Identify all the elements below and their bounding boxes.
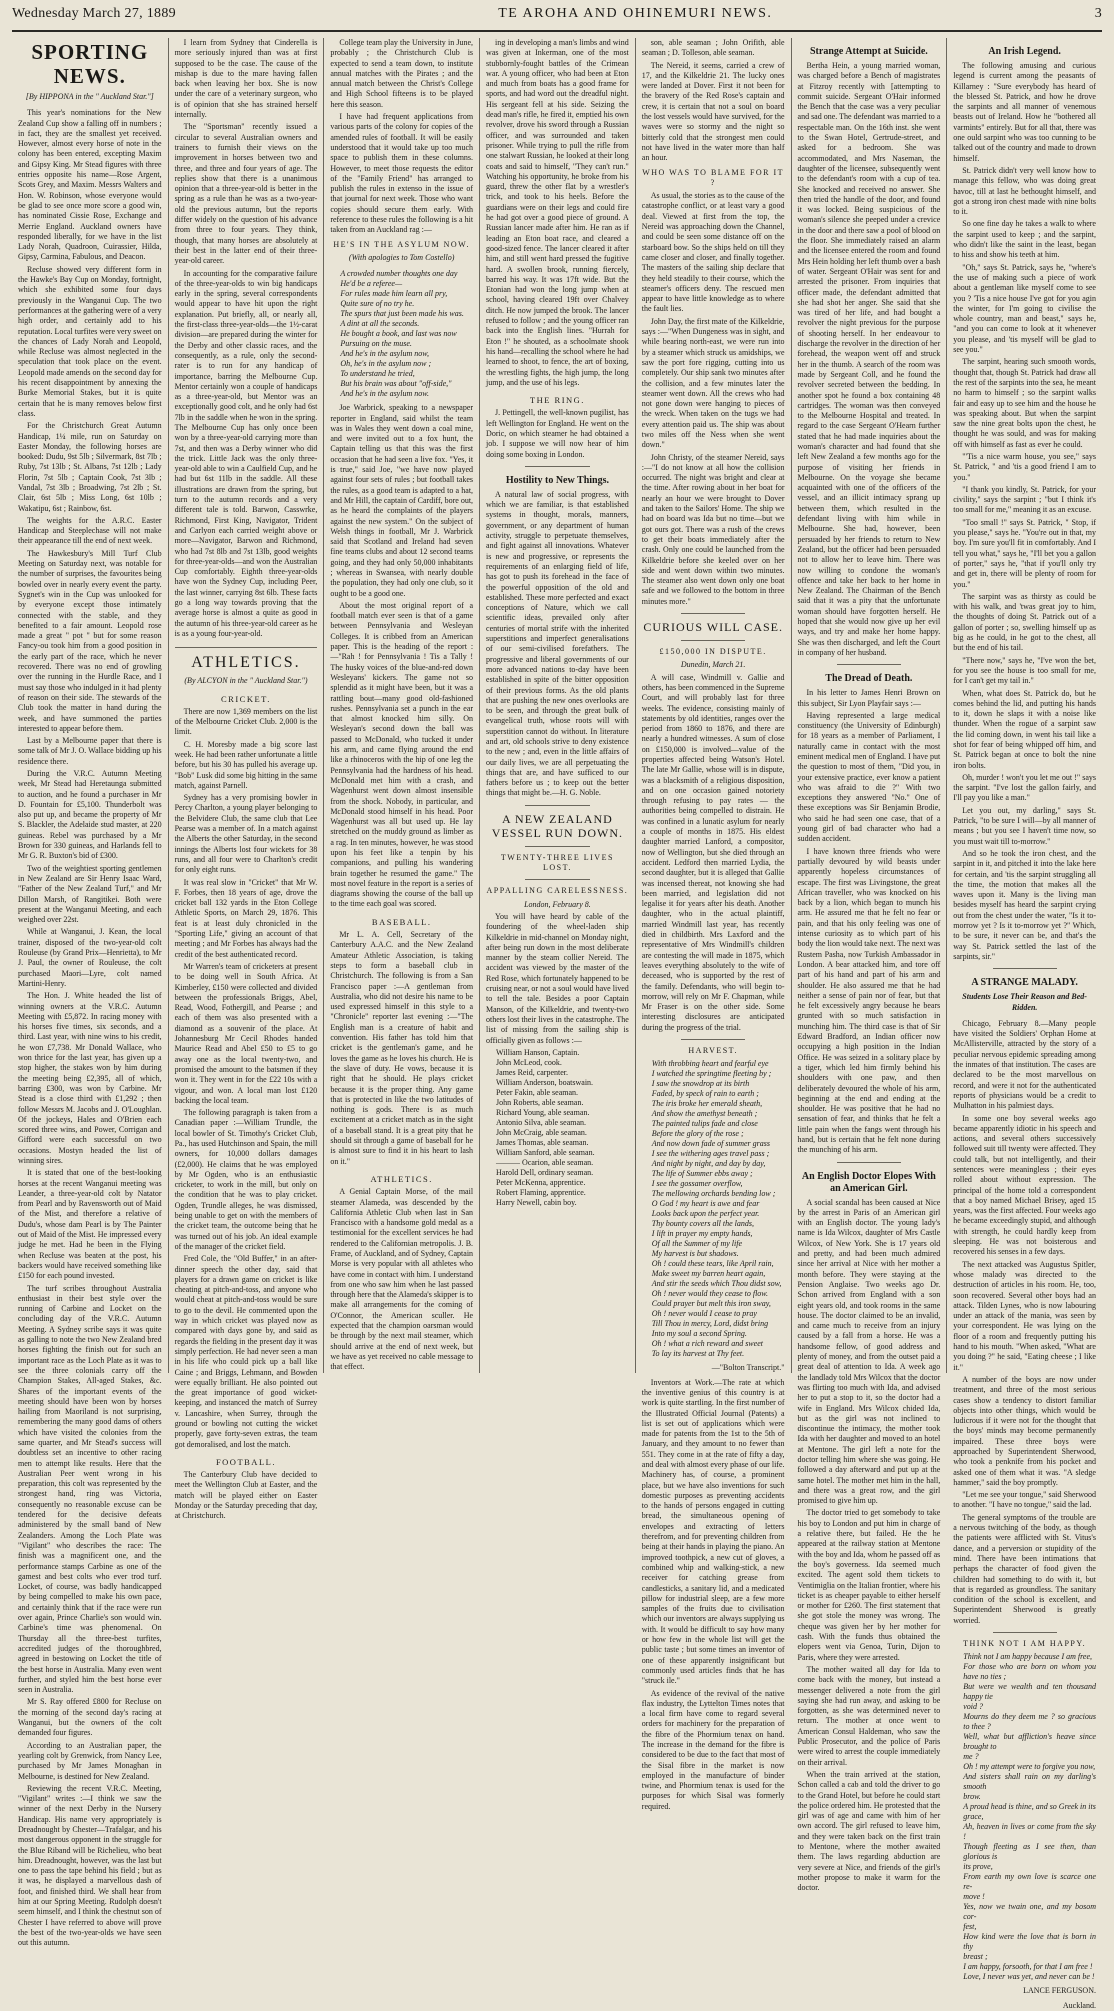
masthead	[12, 6, 1102, 32]
column-3	[323, 38, 479, 1373]
paragraph: Mr Warren's team of cricketers at present to be doing well in South Africa. At Kimberley, £150 were collected and divided between the professionals Briggs, Abel, Read, Wood, Fothergill, and Pearse ; and each of them was also presented with a diamond as a souvenir of the place. At Johannesburg Mr Cecil Rhodes handed Maurice Read and Abel £50 to £5 to go away one as the local twenty-two, and promised the amount to the batsmen if they won it. They went in for the £22 10s with a vigour, and won. A local man lost £120 backing the local team.	[174, 961, 318, 1105]
paragraph: I have had frequent applications from various parts of the colony for copies of the amended rules of football. It will be easily understood that it would take up too much space to publish them in these columns. However, to meet those requests the editor of the "Family Friend" has arranged to publish the rules in extenso in the issue of that journal for next week. Those who want copies should secure them early. With reference to these rules the following is a hit taken from an Auckland rag :—	[330, 112, 474, 235]
paragraph: When, what does St. Patrick do, but he comes behind the lid, and putting his hands to it, down he slaps it with a noise like thunder. When the rogue of a sarpint saw the lid coming down, in went his tail like a shot for fear of being whipped off him, and St. Patrick began at once to bolt the nine iron bolts.	[953, 688, 1096, 770]
verse-line: John McLeod, cook.	[496, 1057, 562, 1067]
paragraph: There are now 1,369 members on the list of the Melbourne Cricket Club. 2,000 is the limit.	[174, 706, 318, 737]
paragraph: Two of the weightiest sporting gentlemen in New Zealand are Sir Henry Isaac Ward, "Father of the New Zealand Turf," and Mr Dillon Marsh, of Rangitikei. Both were present at the Wanganui Meeting, and each weighed over 22st.	[18, 863, 162, 925]
malady-body	[953, 1019, 1096, 1626]
paragraph: The Hon. J. White headed the list of winning owners at the V.R.C. Autumn Meeting with £5,872. In racing money with his horses five times, six seconds, and a third. Last year, with nine wins to his credit, he won £7,738. Mr Donald Wallace, who won thrice for the last year, has given up a stop higher, the stakes won by him during the meeting being £2,395, all of which, barring £300, was won by Carbine. Mr Stead is a close third with £1,292 ; then follow Messrs M. Jacobs and J. O'Loughlan. Of the jockeys, Hales and O'Brien each scored three wins, and Power, Corrigan and Gifford were each successful on two occasions. Mostyn headed the list of winning sires.	[18, 991, 162, 1165]
harvest-source: —"Bolton Transcript."	[711, 1363, 785, 1373]
verse-line: I am happy, forsooth, for that I am free !	[963, 1962, 1093, 1972]
paragraph: The general symptoms of the trouble are a nervous twitching of the body, as though the patients were afflicted with St. Vitus's dance, and a perversion or stupidity of the mind. There have been intimations that perhaps the character of food given the children had something to do with it, but that is regarded as groundless. The sanitary condition of the school is excellent, and Superintendent Sherwood is greatly worried.	[953, 1512, 1096, 1625]
paragraph: Oh, murder ! won't you let me out !" says the sarpint. "I've lost the gallon fairly, and I'll pay you like a man."	[953, 772, 1096, 803]
inventors-body: Inventors at Work.—The rate at which the inventive genius of this country is at work is quite startling. In the first number of the Illustrated Official Journal (Patents) a list is set out of applications which were made for patents from the 1st to the 5th of January, and they amount to no fewer than 551. They come in at the rate of fifty a day, and deal with almost every phase of our life. Machinery has, of course, a prominent place, but we have also inventions for such domestic purposes as preventing accidents to the hands of persons engaged in cutting bread, the simultaneous opening of envelopes and extracting of letters therefrom, and for preventing children from being at their hands in playing the piano. An improved toothpick, a new cut of gloves, a combined whip and walking-stick, a new receiver for catching grease from candlesticks, a sanitary lid, and a medicated pillow for industrial sleep, are a few more samples of the fruits due to civilisation which our inventors are always supplying us with. It would be difficult to say how many or how few in the whole list will get the public taste ; but some times an inventor of one of these apparently insignificant but commonly used articles finds that he has "struck ile."	[641, 1377, 785, 1686]
paragraph: I learn from Sydney that Cinderella is more seriously injured than was at first supposed to be the case. The cause of the mishap is due to the mare having fallen back when leaving her box. She is now under the care of a veterinary surgeon, who is of opinion that she has strained herself internally.	[174, 38, 318, 120]
paragraph: For the Christchurch Great Autumn Handicap, 1¼ mile, run on Saturday on Easter Monday, the following horses are booked: Dudu, 9st 5lb ; Silvermark, 8st 7lb ; Ruby, 7st 13lb ; St. Albans, 7st 12lb ; Lady Florin, 7st 5lb ; Captain Cook, 7st 3lb ; Vandal, 7st 3lb ; Broadwing, 7st 2lb ; St. Clair, 6st 5lb ; Miss Long, 6st 10lb ; Wakatipu, 6st ; Rainbow, 6st.	[18, 421, 162, 513]
paragraph: "Let me see your tongue," said Sherwood to another. "I have no tongue," said the lad.	[953, 1490, 1096, 1510]
verse-line: Robert Flaming, apprentice.	[496, 1187, 586, 1197]
paragraph: Last by a Melbourne paper that there is some talk of Mr J. O. Wallace bidding up his residence there.	[18, 736, 162, 766]
sporting-news-byline: [By HIPPONA in the " Auckland Star."]	[25, 92, 154, 101]
verse-line: Quite sure of no try he.	[340, 299, 415, 309]
asylum-poem-title: HE'S IN THE ASYLUM NOW.	[333, 239, 470, 249]
verse-line: Love, I never was yet, and never can be !	[963, 1972, 1095, 1982]
verse-line: Peter Fakin, able seaman.	[496, 1087, 579, 1097]
paragraph: A number of the boys are now under treatment, and three of the most serious cases show a tendency to distort familiar objects into other things, which would be ludicrous if it were not for the thought that the boys' minds may become permanently impaired. These three boys were approached by Superintendent Sherwood, who took a penknife from his pocket and asked one of them what it was. "A sledge hammer," said the boy promptly.	[953, 1374, 1096, 1487]
verse-line: fest,	[963, 1922, 977, 1932]
verse-line: The life of Summer ebbs away ;	[651, 1169, 753, 1179]
paragraph: "Too small !" says St. Patrick, " Stop, if you please," says he. "You're out in that, my boy. I'm sure you'll fit in comfortably. And I tell you what," says he, "I'll bet you a gallon of porter," says he, "that if you'll only try and get in, there will be plenty of room for you."	[953, 517, 1096, 589]
verse-line: James Thomas, able seaman.	[496, 1137, 589, 1147]
divider	[681, 1039, 745, 1040]
vessel-dateline: London, February 8.	[524, 899, 591, 909]
verse-line: Could prayer but melt this iron sway,	[651, 1299, 771, 1309]
verse-line: He bought a book, and last was now	[340, 329, 457, 339]
verse-line: Mourns do they deem me ? so gracious to thee ?	[963, 1712, 1096, 1732]
paragraph: Bertha Hein, a young married woman, was charged before a Bench of magistrates at Fitzroy recently with [attempting to commit suicide. Sergeant O'Hair informed the Bench that the case was a very peculiar and sad one. The defendant was married to a respectable man. On the 16th inst. she went to the Swan Hotel, Gertrude-street, and asked for a bedroom. She was accommodated, and Mrs Naseman, the daughter of the licensee, subsequently went to the defendant's room with a cup of tea. She knocked and received no answer. She then tried the handle of the door, and found it was locked. Being suspicious of the woman's silence she peeped under a crevice in the door and there saw a pool of blood on the floor. She immediately raised an alarm and the licensee entered the room and found Mrs Hein holding her left thumb over a bash of water. Sergeant O'Hair was sent for and arrested the prisoner. From inquiries that officer made, the defendant admitted that she had shot her anger. She said that she was tired of her life, and had bought a revolver the night previous for the purpose of shooting herself. In her endeavour to discharge the revolver in the direction of her forehead, the weapon went off and struck her in the thumb. A search of the room was made by Sergeant Coll, and he found the revolver secreted between the bedding. In another spot he found a box containing 48 cartridges. The woman was then conveyed to the Melbourne Hospital and treated. In regard to the case Sergeant O'Hearn further stated that he had made inquiries about the woman's character and had found that she left New Zealand a few months ago for the purpose of visiting her friends in Melbourne. On the voyage she became acquainted with one of the officers of the vessel, and an illicit intimacy sprang up between them, which resulted in the defendant living with him while in Melbourne. She had, however, been persuaded by her friends to return to New Zealand, but the officer had been persuaded not to allow her to leave him. There was now willing to condone the woman's offence and take her back to her home in New Zealand. The Chairman of the Bench said that it was a pity that the unfortunate woman should have forgotten herself. He hoped that she would now give up her evil ways, and try and make her home happy. She was then discharged, and left the Court in company of her husband.	[797, 61, 941, 657]
blame-body	[642, 191, 785, 607]
harvest-poem	[642, 1059, 785, 1359]
paragraph: Having represented a large medical constituency (the University of Edinburgh) for 18 years as a member of Parliament, I naturally came in contact with the most eminent medical men of England. I have put the question to most of them, "Did you, in your extensive practice, ever know a patient who was afraid to die ?" With two exceptions they answered "No." One of these exceptions was Sir Benjamin Brodie, who said he had seen one case, that of a young girl of bad character who had a sudden accident.	[797, 710, 941, 844]
divider	[525, 846, 589, 847]
verse-line: John Roberts, able seaman.	[496, 1097, 584, 1107]
athletics-body-2: A Genial Captain Morse, of the mail steamer Alameda, was descended by the California Athletic Club when last in San Francisco with a handsome gold medal as a testimonial for the excellent services he had rendered to the Californian metropolis. J. B. Frame, of Auckland, and of Sydney, Captain Morse is very popular with all athletes who have come in contact with him. I understand from one who saw him when he last passed through here that the Alameda's skipper is to make all arrangements for the coming of O'Connor, the American sculler. He expected that the champion oarsman would be through by the next mail steamer, which should arrive at the end of next week, but we have as yet received no cable message to that effect.	[330, 1187, 474, 1372]
suicide-heading: Strange Attempt at Suicide.	[809, 46, 928, 57]
paragraph: The weights for the A.R.C. Easter Handicap and Steeplechase will not make their appearance till the end of next week.	[18, 515, 162, 546]
verse-line: void ?	[963, 1702, 984, 1712]
sporting-news-continued	[175, 38, 318, 639]
malady-subheading: Students Lose Their Reason and Bed-Ridden.	[962, 992, 1087, 1012]
asylum-poem-subtitle: (With apologies to Tom Costello)	[348, 252, 455, 262]
football-continued	[330, 38, 473, 236]
irish-legend-heading: An Irish Legend.	[988, 46, 1061, 57]
asylum-poem	[330, 269, 473, 399]
verse-line: And stir the seeds which Thou didst sow,	[651, 1279, 782, 1289]
doctor-body	[798, 1198, 941, 1894]
paragraph: So one fine day he takes a walk to where the sarpint used to keep ; and the sarpint, who didn't like the saint in the least, began to hiss and show his teeth at him.	[953, 219, 1096, 260]
verse-line: Harry Newell, cabin boy.	[496, 1197, 577, 1207]
paragraph: The "Sportsman" recently issued a circular to several Australian owners and trainers to furnish their views on the improvement in horses between two and three, and three and four years of age. The replies show that there is a unanimous opinion that a three-year-old is better in the spring as a rule than he was as a two-year-old the previous autumn, but the reports differ widely on the question of his advance from three to four years. They think, though, that many horses are absolutely at their best in the latter end of their three-year-old career.	[174, 122, 318, 266]
verse-line: Harold Dell, ordinary seaman.	[496, 1167, 594, 1177]
paragraph: While at Wanganui, J. Kean, the local trainer, disposed of the two-year-old colt Rouleuse (by Grand Prix—Henrietta), to Mr J. Paul, the owner of Rouleuse, the colt purchased Maori—Lyre, colt named Martini-Henry.	[18, 927, 162, 988]
verse-line: Well, what but affliction's heave since brought to	[963, 1732, 1096, 1752]
columns	[12, 38, 1102, 2010]
will-case-dateline: Dunedin, March 21.	[680, 660, 746, 670]
column-7	[946, 38, 1102, 2010]
football-heading: FOOTBALL.	[215, 1456, 276, 1467]
cricket-heading: CRICKET.	[221, 693, 271, 704]
verse-line: I lift in prayer my empty hands,	[651, 1229, 753, 1239]
paragraph: The Hawkesbury's Mill Turf Club Meeting on Saturday next, was notable for the number of surprises, the favourites being bowled over in nearly every event the party. Sygnet's win in the Cup was unlooked for by everyone except those intimately connected with the stable, and they benefited to a fair amount. Leopold rose made a great " pot " but for some reason Fancy-ou took him from a good position in the early part of the race, which he never recovered. There was no end of growling over the running in the Hurdle Race, and I must say those who indulged in it had plenty of reason on their side. The stewards of the Club took the matter in hand during the week, and have summoned the parties interested to appear before them.	[18, 548, 162, 733]
divider	[993, 968, 1057, 969]
paragraph: John Day, the first mate of the Kilkeldrie, says :—"When Dungeness was in sight, and while bearing north-east, we were run into by a steamer which struck us amidships, we saw the port fore rigging, cutting into us completely. Our ship sank two minutes after the collision, and a few minutes later the steamer went down. All the crews who had not gone down were hanging to pieces of the wreck. When taken on the tugs we had every attention paid us. The ship was about two miles off the Ness when she went down."	[641, 316, 785, 450]
paragraph: Mr S. Ray offered £800 for Recluse on the morning of the second day's racing at Wanganui, but the owners of the colt demanded four figures.	[18, 1697, 162, 1738]
paragraph: son, able seaman ; John Orifith, able seaman ; D. Tolleson, able seaman.	[641, 38, 785, 58]
happy-poem-author: LANCE FERGUSON.	[1023, 1986, 1096, 1996]
paragraph: It was real slow in "Cricket" that Mr W. F. Forbes, then 18 years of age, drove the cricket ball 132 yards in the Eton College Athletic Sports, on March 29, 1876. This feat is at least duly chronicled in the "Sporting Life," giving an account of that meeting ; and Mr Forbes has always had the credit of the best authenticated record.	[174, 877, 318, 959]
paragraph: When the train arrived at the station, Schon called a cab and told the driver to go to the Grand Hotel, but before he could start the police ordered him. He protested that the girl was of age and came with him of her own accord. The girl refused to leave him, and they were taken back on the first train to Mentone, where the mother awaited them. The laws regarding abduction are very severe at Nice, and friends of the girl's mother propose to make it warm for the doctor.	[797, 1769, 941, 1893]
verse-line: And night by night, and day by day,	[651, 1159, 766, 1169]
paragraph: As usual, the stories as to the cause of the catastrophe conflict, or at least vary a good deal. Viewed at first from the top, the Nereid was approaching down the Channel, and could be seen some distance off on the starboard bow. So the ships held on till they came closer and closer, and finally together. The masters of the sailing ship declare that they held steadily to their course, which the steamer's officers deny. The rescued men appear to have little knowledge as to where the fault lies.	[641, 191, 785, 314]
blame-heading: WHO WAS TO BLAME FOR IT ?	[642, 167, 785, 187]
paragraph: In some one boy several weeks ago became apparently idiotic in his speech and actions, and several others successively followed suit till twenty were affected. They could talk, but not intelligently, and their sentences were meaningless ; their eyes rolled about without expression. The principal of the home told a correspondent that a boy named Michael Brisey, aged 15 years, was the first affected. Four weeks ago he became exceedingly stupid, and although with strength, he could hardly keep from sleeping. He was not boisterous and recovered his senses in a few days.	[953, 1113, 1096, 1257]
football-body: The Canterbury Club have decided to meet the Wellington Club at Easter, and the match will be played either on Easter Monday or the Saturday preceding that day, at Christchurch.	[174, 1470, 318, 1521]
verse-line: I see the withering ages travel pass ;	[651, 1149, 770, 1159]
column-5	[635, 38, 791, 1811]
paragraph: ing in developing a man's limbs and wind was given at Inkerman, one of the most stubbornly-fought battles of the Crimean war. A young officer, who had been at Eton and much from boats has a good frame for sports, and had word out the dreadful night. His sergeant fell at his side. Seizing the dead man's rifle, he fired it, emptied his own revolver, drove his sword through a Russian officer, and was surrounded and taken prisoner. While trying to pull the rifle from one stalwart Russian, he looked at their long coats and said to himself, "They can't run." Watching his opportunity, he broke from his guard, threw the other flat by a wrestler's trick, and took to his heels. Before the guardians were on their legs and could fire he had got over a good piece of ground. A Russian lancer made after him. He ran as if leading an Eton boat race, and cleared a good-sized fence. The lancer cleared it after him, and still went hard pressed the fugitive hard. A swollen brook, running fiercely, barred his way. It was 17ft wide. But the Etonian had won the long jump when at school, having cleared 19ft over Chalvey ditch. He now jumped the brook. The lancer refused to follow ; and the young officer ran back into the English lines. "Hurrah for Eton !" he shouted, as a schoolmate shook his hand—recalling the school where he had learned to shoot, to fence, the art of boxing, the wrestling fights, the high jump, the long jump, and the use of his legs.	[486, 38, 629, 387]
paragraph: About the most original report of a football match ever seen is that of a game between Pennsylvania and Wesleyan Colleges. It is cribbed from an American paper. This is the heading of the report :—"Rah ! for Pennsylvania ! Tis a Tally ! The husky voices of the blue-and-red down Wesleyans' kickers. The game not so splendid as it might have been, but it was a rattling bout—many good old-fashioned rushes. Pennsylvania set a punch in the ear that almost knocked him silly. On Wesleyan's second down the ball was passed to McDonald, who tucked it under his arm, and came flying around the end like a rhinoceros with the hip of one leg the Pennsylvania had the hardness of his head. McDonald met him with a crash, and Wagenhurst went down almost insensible from the shock. Nobody, in particular, and McDonald stood himself in his head. Poor Wagenhurst was all but used up. He lay stretched on the muddy ground as limber as a rag. In ten minutes, however, he was stood upon his feet like a tenpin by his companions, and pulling his wandering brain together he resumed the game." The most novel feature in the report is a series of diagrams showing the course of the ball up to the time each goal was scored.	[330, 600, 474, 909]
verse-line: Till Thou in mercy, Lord, didst bring	[651, 1319, 769, 1329]
verse-line: The spurs that just been made his was.	[340, 309, 464, 319]
athletics-byline: (By ALCYON in the " Auckland Star.")	[184, 676, 308, 686]
paragraph: And so he took the iron chest, and the sarpint in it, and pitched it into the lake here for certain, and 'tis the sarpint struggling all the time, the motion that makes all the waves upon it. Many is the living man besides myself has heard the sarpint crying out from the chest under the water, "Is it to-morrow yet ? Is it to-morrow yet ?" Which, to be sure, it never can be, and that's the way St. Patrick settled the last of the sarpints, sir."	[953, 848, 1096, 961]
vessel-title: A NEW ZEALAND VESSEL RUN DOWN.	[491, 811, 624, 840]
verse-line: A dint at all the seconds.	[340, 319, 420, 329]
paragraph: A social scandal has been caused at Nice by the arrest in Paris of an American girl with an English doctor. The young lady's name is Ida Wilcox, daughter of Mrs Castle Wilcox, of New York. She is 17 years old and pretty, and had been much admired since her arrival at Nice with her mother a month before. They were staying at the Pension Anglaise. Two weeks ago Dr. Schon arrived from England with a son eight years old, and took rooms in the same house. The doctor claimed to be an invalid, and came much to receive from an injury caused by a fall from a horse. He was a handsome fellow, of good address and plenty of money, and from the outset paid a great deal of attention to Ida. A week ago the landlady told Mrs Wilcox that the doctor was flirting too much with Ida, and advised her to put a stop to it, so the doctor had a wife in England. Mrs Wilcox chided Ida, but as the girl was not inclined to discontinue the intimacy, the mother took Ida with her daughter and moved to an hotel at Mentone. The girl left a note for the doctor telling him where she was going. He followed a day afterward and put up at the same hotel. The mother met him in the hall, and there was a great row, and the girl promised to give him up.	[797, 1197, 941, 1506]
divider	[525, 466, 589, 467]
verse-line: move !	[963, 1892, 985, 1902]
paragraph: It is stated that one of the best-looking horses at the recent Wanganui meeting was Leander, a three-year-old colt by Natator from Pearl and by Ravensworth out of Maid of the Mist, and therefore a relative of Dudu's, whose dam Pearl is by The Painter out of Maid of the Mist. He impressed every judge he met. Had he been in the Flying when Recluse was beaten at the post, his backers would have received something like £150 for each pound invested.	[18, 1168, 162, 1281]
verse-line: But were we wealth and ten thousand happy tie	[963, 1682, 1096, 1702]
cricket-body	[175, 707, 318, 1450]
verse-line: And he's in the asylum now.	[340, 389, 429, 399]
paragraph: The mother waited all day for Ida to come back with the money, but instead a messenger delivered a note from the girl saying she had run away, and asking to be forgotten, as she was determined never to return. The mother at once went to American Consul Haldeman, who saw the Public Prosecutor, and the police of Paris were wired to arrest the couple immediately on their arrival.	[797, 1664, 941, 1767]
malady-heading: A STRANGE MALADY.	[971, 977, 1078, 989]
athletics-continued	[486, 38, 629, 388]
verse-line: breast ;	[963, 1952, 988, 1962]
verse-line: me ?	[963, 1752, 979, 1762]
will-case-subtitle: £150,000 IN DISPUTE.	[659, 647, 767, 657]
paragraph: A will case, Windmill v. Gallie and others, has been commenced in the Supreme Court, and will probably last for three weeks. The evidence, consisting mainly of statements by old identities, ranges over the period from 1860 to 1876, and there are nearly a hundred witnesses. A sum of close on £150,000 is involved—value of the properties affected being Watson's Hotel. The late Mr Gallie, whose will is in dispute, was a blacksmith of a religious disposition, and on one occasion gained notoriety through refusing to pay rates — the authorities being compelled to distrain. He was confined in a lunatic asylum for nearly a couple of months in 1875. His eldest daughter married Lanford, a compositor, now of Wellington, but she died through an accident. Ledford then married Lydia, the second daughter, but it is alleged that Gallie was incensed thereat, not knowing she had been married, and legislation did not legalise it for years after his death. Another daughter, who in the actual plaintiff, married Windmill last year, has recently died in childbirth. Mrs Laxford and the representative of Mrs Windmill's children are contesting the will made in 1875, which leaves everything absolutely to the wife of deceased, who is supported by the rest of the family. Defendants, who will begin to-morrow, will rely on Mr F. Chapman, while Mr Fraser is on the other side. Some interesting disclosures are anticipated during the progress of the trial.	[641, 672, 785, 1032]
flax-body: As evidence of the revival of the native flax industry, the Lyttelton Times notes that a local firm have come to regard several orders for machinery for the preparation of the fibre of the Phormium tenax on hand. The increase in the demand for the fibre is considered to be due to the fact that most of the Sisal fibre in the market is now employed in the manufacture of binder twine, and Phormium tenax is used for the purposes for which Sisal was formerly required.	[641, 1688, 785, 1811]
verse-line: Oh ! never would they cease to flow.	[651, 1289, 769, 1299]
athletics-title: ATHLETICS.	[175, 647, 318, 673]
paragraph: "Oh," says St. Patrick, says he, "where's the use of making such a piece of work about a gentleman like myself come to see you ? 'Tis a nice house I've got for you agin the winter, for I'm going to civilise the whole country, man and beast," says he, "and you can come to look at it whenever you please, and 'tis myself will be glad to see you."	[953, 262, 1096, 355]
verse-line: Yes, now we twain one, and my bosom cor-	[963, 1902, 1096, 1922]
verse-line: To understand he tried,	[340, 369, 415, 379]
verse-line: Pursuing on the muse.	[340, 339, 412, 349]
paragraph: According to an Australian paper, the yearling colt by Grenwick, from Nancy Lee, purchased by Mr James Monaghan in Melbourne, is destined for New Zealand.	[18, 1740, 162, 1781]
verse-line: For those who are born on whom you have no ties ;	[963, 1662, 1096, 1682]
verse-line: Think not I am happy because I am free,	[963, 1652, 1093, 1662]
paragraph: John Christy, of the steamer Nereid, says :—"I do not know at all how the collision occurred. The night was bright and clear at the time. After rowing about in her boat for nearly an hour we were brought to Dover and taken to the Sailors' Home. The ship we had on board was Ida but no time—but we got ours got. There was a rush of the crews to get their boats immediately after the crash. Only one could be launched from the Kilkeldrie before she keeled over on her side and went down within two minutes. The steamer also went down only one boat safe and we followed to the bottom in three minutes more."	[641, 452, 785, 606]
sporting-news-body	[18, 108, 162, 1948]
verse-line: And now down fade of summer grass	[651, 1139, 771, 1149]
paragraph: The following amusing and curious legend is current among the peasants of Killarney : "Sure everybody has heard of the blessed St. Patrick, and how he drove the sarpints and all manner of venemous beasts out of Ireland. How he "bothered all varmints" entirely. But for all that, there was one ould sarpint who was too cunning to be talked out of the country and made to drown himself.	[953, 61, 1096, 163]
sporting-news-title: SPORTING NEWS.	[31, 40, 149, 88]
verse-line: William Hanson, Captain.	[496, 1047, 580, 1057]
verse-line: For rules made him learn all pry,	[340, 289, 448, 299]
column-6	[791, 38, 947, 1893]
paragraph: In his letter to James Henri Brown on this subject, Sir Lyon Playfair says :—	[797, 688, 941, 708]
verse-line: Oh ! could these tears, like April rain,	[651, 1259, 774, 1269]
verse-line: From earth my own love is scarce one re-	[963, 1872, 1096, 1892]
verse-line: And sisters shall rain on my darling's smooth	[963, 1772, 1096, 1792]
verse-line: He'd be a referee—	[340, 279, 403, 289]
hostility-body	[486, 490, 629, 799]
verse-line: its prove,	[963, 1862, 993, 1872]
verse-line: Before the glory of the rose ;	[651, 1129, 744, 1139]
masthead-title: TE AROHA AND OHINEMURI NEWS.	[498, 6, 773, 21]
verse-line: Oh ! what a rich reward and sweet	[651, 1339, 763, 1349]
irish-legend-body	[953, 61, 1096, 962]
dread-heading: The Dread of Death.	[825, 673, 913, 685]
verse-line: Though fleeting as I see then, than glorious is	[963, 1842, 1096, 1862]
paragraph: "I thank you kindly, St. Patrick, for your civility," says the sarpint ; "but I think it's too small for me," meaning it as an excuse.	[953, 484, 1096, 515]
verse-line: Peter McKenna, apprentice.	[496, 1177, 586, 1187]
verse-line: O God ! my heart is awe and fear	[651, 1199, 760, 1209]
verse-line: William Anderson, boatswain.	[496, 1077, 594, 1087]
paragraph: The doctor tried to get somebody to take his boy to London and put him in charge of a relative there, but failed. He the he appeared at the railway station at Mentone with the boy and Ida, whom he passed off as the boy's governess. Ida seemed much excited. The agent sold them tickets to Ventimiglia on the Italian frontier, where his ticket is as cheaper payable to either herself or mother for £260. The first statement that she got stole the money was wrong. The cheque was given her by her mother for cash. With the funds thus obtained the elopers went via Genoa, Turin, Dijon to Paris, where they were arrested.	[797, 1508, 941, 1662]
verse-line: My harvest is but shadows.	[651, 1249, 739, 1259]
verse-line: James Reid, carpenter.	[496, 1067, 569, 1077]
paragraph: Recluse showed very different form in the Hawke's Bay Cup on Monday, fortnight, which she exhibited some four days previously in the Wanganui Cup. The two performances at the gathering were of a very high order, and certainly add to his reputation. Local turfites were very sweet on the chances of Lady Norah and Leopold, while Recluse was almost neglected in the speculation that took place on the event. Leopold made amends on the second day for his recent disappointment by annexing the Burke Memorial Stakes, but it is quite certain that he is many removes below first class.	[18, 264, 162, 418]
divider	[837, 664, 901, 665]
verse-line: A proud head is thine, and so Greek in its	[963, 1802, 1096, 1812]
verse-line: Oh, he's in the asylum now ;	[340, 359, 432, 369]
paragraph: St. Patrick didn't very well know how to manage this fellow, who was doing great havoc, till at last he bethought himself, and got a strong iron chest made with nine bolts to it.	[953, 165, 1096, 217]
harvest-heading: HARVEST.	[688, 1046, 738, 1056]
paragraph: Fred Cole, the "Old Buffer," in an after-dinner speech the other day, said that players for a drawn game on cricket is like cheating at pitch-and-toss, and anyone who would cheat at pitch-and-toss would be sure to go to the devil. He commented upon the way in which cricket was played now as compared with days gone by, and said as regards the fielding in the present day it was simply perfection. He had never seen a man in his life who could pick up a ball like Caine ; and Briggs, Lehmann, and Bowden were equally brilliant. He also pointed out the great importance of good wicket-keeping, and instanced the match of Surrey v. Lancashire, when Surrey, through the ground or bowling not cutting the wicket properly, gave forty-seven extras, the team got demoralised, and lost the match.	[174, 1254, 318, 1449]
happy-poem	[953, 1652, 1096, 1982]
paragraph: The next attacked was Augustus Spitler, whose malady was directed to the destruction of articles in his room. He, too, soon recovered. Several other boys had an attack. Tilden Lynes, who is now labouring under an attack of the mania, was seen by your correspondent. He was lying on the floor of a room and frequently putting his hand to his mouth. "When asked, "What are you doing ?" he said, "Eating cheese ; I like it."	[953, 1259, 1096, 1372]
will-case-title: CURIOUS WILL CASE.	[643, 620, 783, 635]
verse-line: Oh ! my attempt were to forgive you now,	[963, 1762, 1096, 1772]
vessel-continued	[642, 38, 785, 164]
paragraph: Sydney has a very promising bowler in Percy Charlton, a young player belonging to the Belvidere Club, the same club that Lee Pearse was a member of. In a match against the Alberts the other Saturday, in the second innings the Alberts lost four wickets for 38 runs, and all four were to Charlton's credit for only eight runs.	[174, 793, 318, 875]
vessel-body	[486, 912, 629, 1046]
verse-line: Of all the Summer of my life	[651, 1239, 742, 1249]
missing-list	[486, 1048, 629, 1208]
paragraph: The Nereid, it seems, carried a crew of 17, and the Kilkeldrie 21. The lucky ones were landed at Dover. First it not been for the bravery of the Red Rose's captain and crew, it is certain that not a soul on board the lost vessels would have survived, for the waves were so stormy and the night so bitterly cold that the strongest men could not have lived in the water more than half an hour.	[641, 60, 785, 163]
paragraph: This year's nominations for the New Zealand Cup show a falling off in numbers ; in fact, they are the smallest yet received. However, almost every horse of note in the colony has been entered, excepting Maxim and Gipsy King. Mr Stead figures with three entries opposite his name—Rose Argent, Scots Grey, and Maxim. Messrs Walters and Hon. W. Robinson, whose everyone would be glad to see once more score a good win, has nominated Cissie Rose, Exchange and Merrie England. Auckland owners have responded liberally, for we have in the list Lady Norah, Quadroon, Cuirassier, Hilda, Gipsy, Carmina, Fabulous, and Deacon.	[18, 108, 162, 262]
paragraph: Chicago, February 8.—Many people have visited the Soldiers' Orphan Home at McAllisterville, attracted by the story of a peculiar nervous epidemic spreading among the inmates of that institution. The cases are declared to be the most marvellous on record, and were it not for the authenticated reports of physicians would be a credit to Mulhatton in his palmiest days.	[953, 1018, 1096, 1111]
column-4	[479, 38, 635, 1373]
paragraph: In accounting for the comparative failure of the three-year-olds to win big handicaps early in the spring, several correspondents would appear to have hit upon the right explanation. Put briefly, all, or nearly all, the first-class three-year-olds—the 1½-carat division—are prepared during the winter for the Derby and other classic races, and the consequently, as a rule, only the second-rater is to run for any handicap of importance, barring the Melbourne Cup. Mentor certainly won a couple of handicaps as a three-year-old, but Mentor was an exceptionally good colt, and he only had 6st 7lb in the saddle when he won in the spring. The Melbourne Cup has only once been won by a three-year-old carrying more than 7st, and then was a Derby winner who did the trick. Little Jack was the only three-year-old able to win a Caulfield Cup, and he had but 6st 11lb in the saddle. All these illustrations are drawn from the spring, but turn to the autumn records and a very different tale is told. Barwon, Casswrke, Richmond, First King, Navigator, Trident and Carlyon each carried weight above or more—Navigator, Barwon and Richmond, who had 7st 8lb and 7st 13lb, good weights for three-year-olds—and won the Australian Cup comfortably. Eighth three-year-olds have won the Sydney Cup, including Peer, the last winner, carrying 8st 6lb. These facts go a long way towards proving that the average horse is almost a quite as good in the autumn of his three-year-old career as he is as a young four-year-old.	[174, 268, 318, 638]
verse-line: The mellowing orchards bending low ;	[651, 1189, 776, 1199]
verse-line: Faded, by speck of rain to earth ;	[651, 1089, 759, 1099]
paragraph: You will have heard by cable of the foundering of the wheel-laden ship Kilkeldrie in mid-channel on Monday night, after being run down in the most deliberate manner by the steam collier Nereid. The accident was viewed by the master of the Red Rose, which fortunately happened to be cruising near, or not a soul would have lived to tell the tale. Besides a poor Captain Manson, of the Kilkeldrie, and twenty-two others lost their lives in the catastrophe. The list of missing from the sailing ship is officially given as follows :—	[486, 911, 629, 1045]
verse-line: I watched the springtime fleeting by ;	[651, 1069, 772, 1079]
masthead-date: Wednesday March 27, 1889	[12, 6, 176, 21]
verse-line: The painted tulips fade and close	[651, 1119, 758, 1129]
ring-heading: THE RING.	[529, 395, 585, 406]
paragraph: During the V.R.C. Autumn Meeting week, Mr Stead had Heretaunga submitted to auction, and he found a purchaser in Mr D. Fountain for £5,100. Thunderbolt was also put up, and became the property of Mr S. Blackler, the Adelaide stud master, at 220 guineas. Rebel was purchased by a Mr Brown for 330 guineas, and Harlands fell to Mr G. R. Buxton's bid of £300.	[18, 769, 162, 861]
verse-line: Looks back upon the perfect year.	[651, 1209, 760, 1219]
paragraph: "There now," says he, "I've won the bet, for you see the house is too small for me, for I can't get my tail in."	[953, 655, 1096, 686]
football-notes	[330, 403, 473, 910]
divider	[837, 1162, 901, 1163]
verse-line: Thy bounty covers all the lands,	[651, 1219, 754, 1229]
verse-line: But his brain was about "off-side,"	[340, 379, 452, 389]
verse-line: With throbbing heart and fearful eye	[651, 1059, 769, 1069]
paragraph: I have known three friends who were partially devoured by wild beasts under apparently hopeless circumstances of escape. The first was Livingstone, the great African traveller, who was knocked on his back by a lion, which began to munch his arm. He assured me that he felt no fear or pain, and that his only feeling was one of intense curiosity as to which part of his body the lion would take next. The next was Rustem Pasha, now Turkish Ambassador in London. A bear attacked him, and tore off part of his hand and part of his arm and shoulder. He also assured me that he had neither a sense of pain nor of fear, but that he felt excessively angry because he bears grunted with so much satisfaction in munching him. The third case is that of Sir Edward Bradford, an Indian officer now occupying a high position in the Indian Office. He was seized in a solitary place by a tiger, which led him firmly behind his shoulders with one paw, and then deliberately devoured the whole of his arm, beginning at the end and ending at the shoulder. He was positive that he had no sensation of fear, and thinks that he felt a little pain when the fangs went through his hand, but is certain that he felt none during the munching of his arm.	[797, 846, 941, 1155]
paragraph: C. H. Moresby made a big score last week. He had been rather unfortunate a little before, but his 30 has pulled his average up. "Bob" Lusk did some big hitting in the same match, against Parnell.	[174, 739, 318, 790]
baseball-body: Mr L. A. Cell, Secretary of the Canterbury A.A.C. and the New Zealand Amateur Athletic Association, is taking steps to form a baseball club in Christchurch. The following is from a San Francisco paper :—A gentleman from Australia, who did not desire his name to be used expressed himself in this style to a "Chronicle" reporter last evening :—"The English man is a creature of habit and convention. His father has told him that cricket is the gentleman's game, and he loves the game as he loves his church. He is the slave of duty. He vows, because it is right that he should. He plays cricket because it is the proper thing. Any game that is protected in like the two latitudes of nothing is gods. There is as much excitement at a cricket match as in the sight of a baseball stand. It is a great pity that he should sit through a game of baseball for he is almost sure to find it in his heart to lash on it."	[330, 930, 474, 1166]
verse-line: How kind were the love that is born in thy	[963, 1932, 1096, 1952]
verse-line: The iris broke her emerald sheath,	[651, 1099, 763, 1109]
verse-line: Into my soul a second Spring.	[651, 1329, 747, 1339]
column-2	[168, 38, 324, 1521]
divider	[993, 1632, 1057, 1633]
column-1	[12, 38, 168, 1948]
verse-line: To lay its harvest at Thy feet.	[651, 1349, 745, 1359]
paragraph: The turf scribes throughout Australia enthusiast in their best style over the running of Carbine and Locket on the concluding day of the V.R.C. Autumn Meeting. A Sydney scribe says it was quite as galling to note the two New Zealand bred horses fighting the finish out for such an important race as the Loch Plate as it was to see the three colonials carry off the Champion Stakes, All-aged Stakes, &c. Shares of the important events of the meeting should have been won by horses hailing from Maoriland is not surprising, remembering the many good dams of others which have visited the colonies from the same quarter, and Mr Stead's success will doubtless set an incentive to other racing men to attempt like results. Here that the Australian Peer went wrong in his preparation, this colt was represented by the strongest hand, ring was Victoria, consequently no reasonable excuse can be tendered for the decisive defeats administered by the small band of New Zealanders. Among the Loch Plate was "Vigilant" who describes the race: The finish was a magnificent one, and the performance stamps Carbine as one of the gamest and best colts who ever trod turf. Locket, of course, was badly handicapped by being compelled to make his own pace, and certainly think that if the race were run over again, Prince Charlie's son would win. Carbine's time was phenomenal. On Thursday all the three-best turfites, accredited judges of the thoroughbred, agreed in bestowing on Locket the title of the best horse in Australia. Many even went further, and styled him the best horse ever seen in Australia.	[18, 1283, 162, 1695]
happy-poem-title: THINK NOT I AM HAPPY.	[963, 1639, 1087, 1649]
paragraph: Reviewing the recent V.R.C. Meeting, "Vigilant" writes :—I think we saw the winner of the next Derby in the Nursery Handicap. His name very appropriately is Dreadnought by Chester—Trafalgar, and his most dangerous opponent in the struggle for the Blue Riband will be Richelieu, who beat him. Dreadnought, however, was the last but one to pass the tape behind his field ; but as it was, he displayed a marvellous dash of foot, and finished third. We shall hear from him at our Spring Meeting. Rudolph doesn't seem himself, and I think the chestnut son of Chester I have referred to above will prove the best of the two-year-olds we have seen out this autumn.	[18, 1783, 162, 1948]
verse-line: Make sweet my barren heart again,	[651, 1269, 766, 1279]
hostility-heading: Hostility to New Things.	[505, 474, 609, 486]
paragraph: Let you out, my darling," says St. Patrick, "to be sure I will—by all manner of means ; but you see I haven't time now, so you must wait till to-morrow."	[953, 805, 1096, 846]
verse-line: A crowded number thoughts one day	[340, 269, 458, 279]
paragraph: The sarpint was as thirsty as could be with his walk, and 'twas great joy to him, the thoughts of doing St. Patrick out of a gallon of porter ; so, swelling himself up as big as he could, in he got to the chest, all but the end of his tail.	[953, 591, 1096, 653]
ring-body: J. Pettingell, the well-known pugilist, has left Wellington for England. He went on the Doric, on which steamer he had obtained a job. I suppose we will now hear of him doing some boxing in London.	[486, 408, 629, 459]
verse-line: ——— Ocarion, able seaman.	[496, 1157, 594, 1167]
verse-line: And he's in the asylum now,	[340, 349, 429, 359]
divider	[681, 613, 745, 614]
doctor-heading: An English Doctor Elopes With an American Girl.	[801, 1170, 936, 1194]
baseball-heading: BASEBALL.	[371, 916, 432, 927]
paragraph: College team play the University in June, probably ; the Christchurch Club is expected to send a team down, to institute annual matches with the Pirates ; and the annual match between the Christ's College and High School fifteens is to be played here this season.	[330, 38, 474, 109]
divider	[681, 640, 745, 641]
verse-line: Oh ! never would I cease to pray	[651, 1309, 757, 1319]
divider	[525, 805, 589, 806]
athletics-heading-2: ATHLETICS.	[370, 1173, 433, 1184]
verse-line: I saw the snowdrop at its birth	[651, 1079, 750, 1089]
verse-line: I see the gossamer overflow,	[651, 1179, 743, 1189]
paragraph: A natural law of social progress, with which we are familiar, is that established systems in thought, morals, manners, government, or any department of human activity, struggle to perpetuate themselves, and fight against all innovations. Whatever is new and progressive, or represents the requirements of an enlarging field of life, has got to push its forehead in the face of the powerful opposition of the old and established. These more perfected and exact conceptions of Nature, which we call scientific ideas, prevailed only after centuries of mortal strife with the inherited superstitions and imperfect generalisations of our semi-civilised forefathers. The progressive and liberal governments of our more advanced nations to-day have been established in spite of the bitter opposition of their previous forms. As the old plants that are pushing the new ones overlooks are to be seen, and through the great bulk of evangelical truth, whose roots will with superstition cannot do without. In literature and art, old schools strive to deny existence to the new ; and, even in the little affairs of our daily lives, we are all perpetuating the things that are, and have sufficed to our fathers before us ; to keep out the better things that might be.—H. G. Noble.	[486, 489, 629, 798]
dread-body	[798, 688, 941, 1155]
verse-line: William Sanford, able seaman.	[496, 1147, 595, 1157]
verse-line: And show the amethyst beneath ;	[651, 1109, 758, 1119]
suicide-body	[798, 61, 941, 658]
vessel-subtitle-1: TWENTY-THREE LIVES LOST.	[500, 852, 614, 873]
verse-line: Antonio Silva, able seaman.	[496, 1117, 587, 1127]
paragraph: The following paragraph is taken from a Canadian paper :—William Trundle, the local bowler of St. Timothy's Cricket Club, Pa., has used Hutchinson and Spain, the mill owners, for 10,000 dollars damages (£2,000). He claims that he was employed by Mr Ogden, who is an enthusiastic cricketer, to work in the mill, but only on the condition that he was to play cricket. Ogden, Trundle alleges, he was dismissed, being unable to get on with the members of the cricket team, the outcome being that he was turned out of his job. An ideal example of the manager of the cricket field.	[174, 1108, 318, 1251]
happy-poem-place: Auckland.	[1062, 2000, 1096, 2010]
masthead-page-number: 3	[1094, 6, 1102, 21]
verse-line: brow.	[963, 1792, 981, 1802]
verse-line: Richard Young, able seaman.	[496, 1107, 590, 1117]
vessel-subtitle-2: APPALLING CARELESSNESS.	[486, 886, 629, 896]
verse-line: John McCraig, able seaman.	[496, 1127, 587, 1137]
will-case-body	[642, 673, 785, 1033]
divider	[525, 879, 589, 880]
paragraph: Joe Warbrick, speaking to a newspaper reporter in England, said whilst the team was in Wales they went down a coal mine, and were invited out to a fox hunt, the Captain telling us that this was the first occasion that he had seen a live fox. "Yes, it is true," said Joe, "we have now played against four sets of rules ; but football takes the rules, as a good team is adapted to a hat, and Mr Hill, the captain of Cardiff, bore out, as he heard the complaints of the players against the new system." On the subject of Welsh things in football, Mr J. Warbrick said that Scotland and Ireland had seven fine teams clubs and about 12 second teams going, and they had only 50,000 inhabitants ; whereas in Swansea, with nearly double the population, they had only one club, so it ought to be a good one.	[330, 403, 474, 598]
verse-line: Ah, heaven in lives or come from the sky !	[963, 1822, 1096, 1842]
paragraph: "'Tis a nice warm house, you see," says St. Patrick, " and 'tis a good friend I am to you."	[953, 451, 1096, 482]
paragraph: The sarpint, hearing such smooth words, thought that, though St. Patrick had draw all the rest of the sarpints into the sea, he meant no harm to himself ; so the sarpint walks fair and easy up to see him and the house he was speaking about. But when the sarpint saw the nine great bolts upon the chest, he thought he was sould, and was for making off with himself as fast as ever he could.	[953, 357, 1096, 449]
verse-line: grace,	[963, 1812, 984, 1822]
